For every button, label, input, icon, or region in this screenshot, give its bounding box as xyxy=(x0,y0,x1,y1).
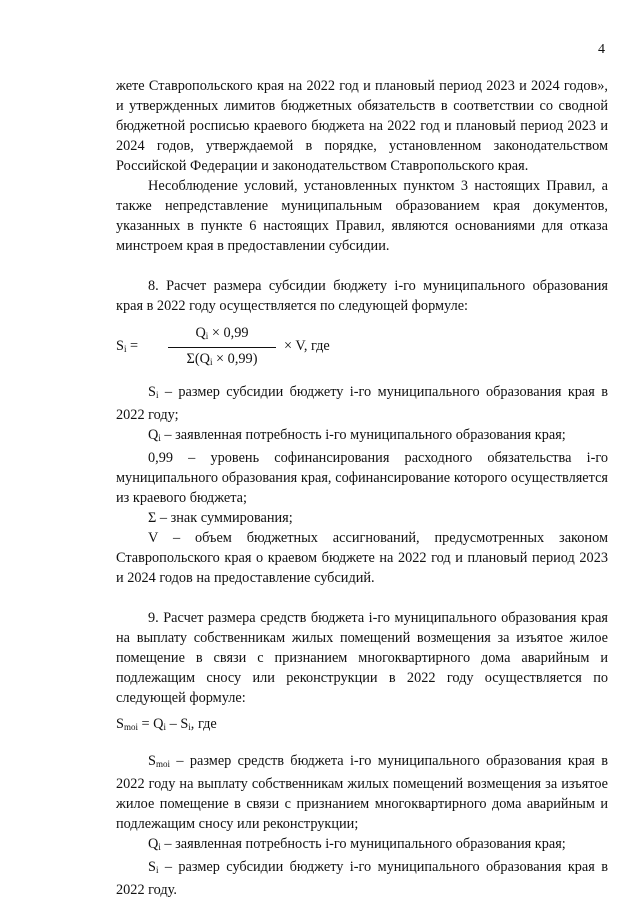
paragraph-item-8: 8. Расчет размера субсидии бюджету i-го муниципального образования края в 2022 году осуществляется по следующей формуле: xyxy=(116,278,608,314)
formula-subsidy-lhs: $S_i$ = xyxy=(116,338,139,354)
paragraph-noncompliance: Несоблюдение условий, установленных пунктом 3 настоящих Правил, а также непредставление муниципальным образованием края документов, указанных в пункте 6 настоящих Правил, являются основаниями для отказа минстроем края в предоставлении субсидии. xyxy=(116,178,608,254)
formula-denominator: $\Sigma(Q_i \times 0,99)$ xyxy=(186,351,258,367)
document-body xyxy=(116,76,608,900)
paragraph-continuation: жете Ставропольского края на 2022 год и плановый период 2023 и 2024 годов», и утвержденных лимитов бюджетных обязательств в соответствии со сводной бюджетной росписью краевого бюджета на 2022 год и плановый период 2023 и 2024 годов, утверждаемой в порядке, установленном законодательством Российской Федерации и законодательством Ставропольского края. xyxy=(116,78,608,174)
definition-qi-2: $Q_i$ – заявленная потребность i-го муниципального образования края; xyxy=(148,836,566,852)
formula-subsidy-tail: × V, где xyxy=(284,338,330,354)
definition-si: $S_i$ – размер субсидии бюджету i-го муниципального образования края в 2022 году; xyxy=(116,384,608,423)
definition-rate: 0,99 – уровень софинансирования расходного обязательства i-го муниципального образования края, софинансирование которого осуществляется из краевого бюджета; xyxy=(116,450,608,506)
formula-numerator: $Q_i \times 0,99$ xyxy=(195,325,249,341)
definition-sum: Σ – знак суммирования; xyxy=(148,510,293,526)
definition-smoi: $S_{moi}$ – размер средств бюджета i-го муниципального образования края в 2022 году на выплату собственникам жилых помещений возмещения за изъятое жилое помещение в связи с признанием многоквартирного дома аварийным и подлежащим сносу или реконструкции; xyxy=(116,753,608,832)
formula-municipal: $S_{moi} = Q_i - S_i$, где xyxy=(116,716,217,732)
definition-qi: $Q_i$ – заявленная потребность i-го муниципального образования края; xyxy=(148,427,566,443)
definition-v: V – объем бюджетных ассигнований, предусмотренных законом Ставропольского края о краевом бюджете на 2022 год и плановый период 2023 и 2024 годов на предоставление субсидий. xyxy=(116,530,608,586)
formula-subsidy-fraction xyxy=(168,324,276,371)
page-number: 4 xyxy=(598,42,605,57)
formula-subsidy xyxy=(116,324,608,372)
paragraph-item-9: 9. Расчет размера средств бюджета i-го муниципального образования края на выплату собственникам жилых помещений возмещения за изъятое жилое помещение в связи с признанием многоквартирного дома аварийным и подлежащим сносу или реконструкции в 2022 году осуществляется по следующей формуле: xyxy=(116,610,608,706)
fraction-bar xyxy=(168,347,276,348)
definition-si-2: $S_i$ – размер субсидии бюджету i-го муниципального образования края в 2022 году. xyxy=(116,859,608,898)
